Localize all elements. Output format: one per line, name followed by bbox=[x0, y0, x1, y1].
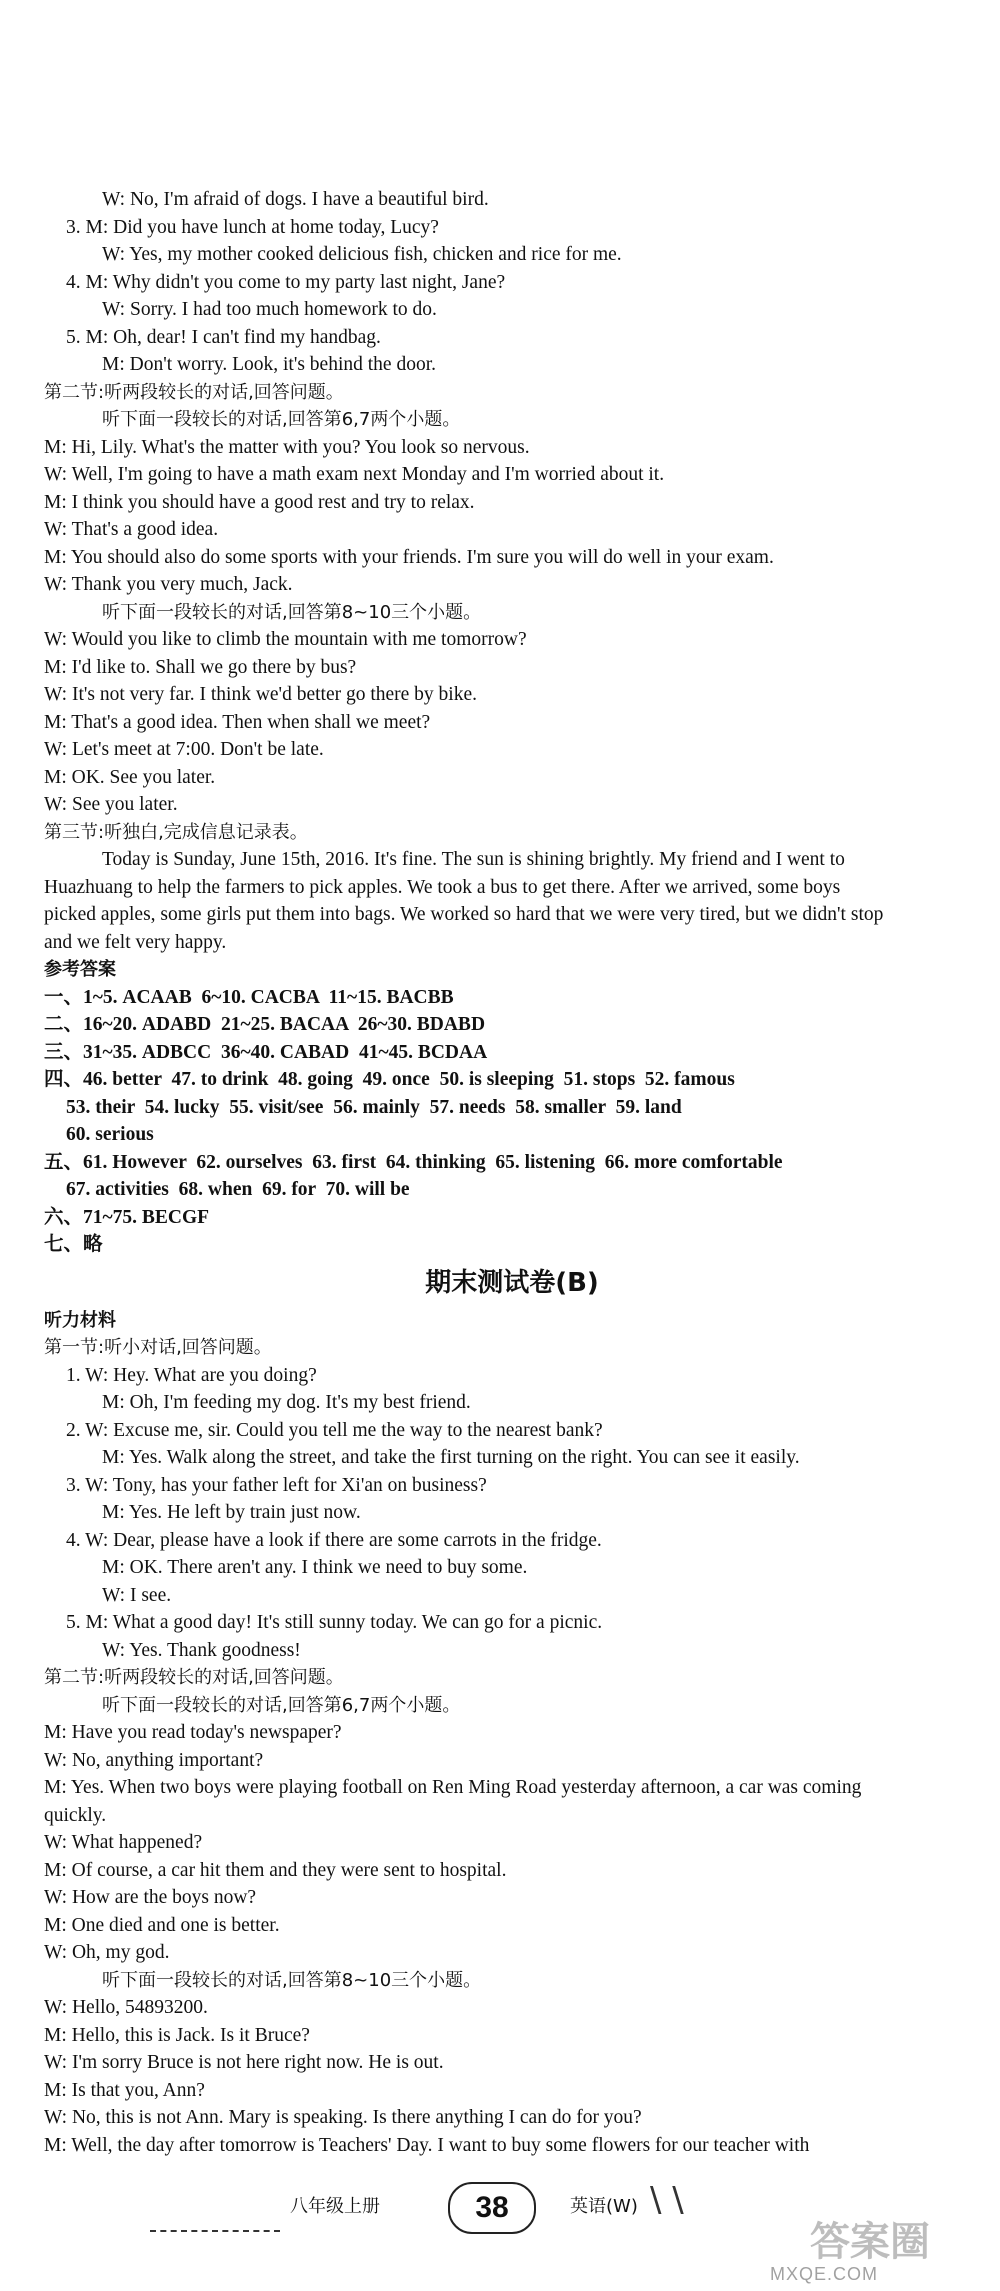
handwritten-mark: \ \ bbox=[650, 2180, 684, 2220]
answer-line: 67. activities 68. when 69. for 70. will be bbox=[66, 1179, 410, 1200]
transcript-b-line: 1. W: Hey. What are you doing? bbox=[66, 1364, 317, 1386]
transcript-b-line: 第一节:听小对话,回答问题。 bbox=[44, 1337, 272, 1358]
transcript-b-line: W: No, this is not Ann. Mary is speaking. Is there anything I can do for you? bbox=[44, 2107, 642, 2128]
monologue-paragraph bbox=[44, 846, 980, 956]
page-content bbox=[44, 186, 980, 2159]
transcript-b-line: 听力材料 bbox=[44, 1309, 116, 1331]
transcript-a-line: 4. M: Why didn't you come to my party last night, Jane? bbox=[66, 271, 506, 293]
watermark-logo bbox=[770, 2210, 990, 2288]
transcript-a-line: W: See you later. bbox=[44, 794, 178, 815]
transcript-a-line: M: I think you should have a good rest and try to relax. bbox=[44, 491, 475, 513]
footer-subject: 英语(W) bbox=[570, 2196, 638, 2217]
transcript-b-line: 听下面一段较长的对话,回答第6,7两个小题。 bbox=[102, 1694, 461, 1716]
transcript-b-line: W: What happened? bbox=[44, 1832, 203, 1853]
footer-divider-left bbox=[150, 2230, 280, 2232]
transcript-b-line: M: Well, the day after tomorrow is Teachers' Day. I want to buy some flowers for our teacher with bbox=[44, 2134, 810, 2156]
transcript-b-line: W: How are the boys now? bbox=[44, 1887, 257, 1908]
page-number-badge: 38 bbox=[448, 2182, 536, 2234]
monologue-line: Today is Sunday, June 15th, 2016. It's fine. The sun is shining brightly. My friend and I went to bbox=[102, 849, 845, 870]
answer-line: 二、16~20. ADABD 21~25. BACAA 26~30. BDABD bbox=[44, 1014, 486, 1035]
transcript-a-line: 听下面一段较长的对话,回答第6,7两个小题。 bbox=[102, 409, 461, 430]
footer-grade: 八年级上册 bbox=[290, 2196, 380, 2217]
monologue-line: and we felt very happy. bbox=[44, 931, 227, 953]
transcript-b-line: W: No, anything important? bbox=[44, 1749, 264, 1771]
answer-line: 60. serious bbox=[66, 1124, 154, 1145]
transcript-a-line: W: Well, I'm going to have a math exam next Monday and I'm worried about it. bbox=[44, 464, 665, 485]
transcript-a-line: M: I'd like to. Shall we go there by bus? bbox=[44, 656, 357, 678]
transcript-a-line: M: That's a good idea. Then when shall we meet? bbox=[44, 711, 431, 733]
page-footer bbox=[150, 2180, 850, 2240]
transcript-b-line: M: Of course, a car hit them and they were sent to hospital. bbox=[44, 1859, 507, 1881]
transcript-b-line: M: Is that you, Ann? bbox=[44, 2079, 205, 2101]
transcript-b-line: M: Yes. When two boys were playing football on Ren Ming Road yesterday afternoon, a car was coming bbox=[44, 1777, 862, 1798]
transcript-a-line: 第三节:听独白,完成信息记录表。 bbox=[44, 821, 308, 843]
monologue-line: picked apples, some girls put them into bags. We worked so hard that we were very tired, but we didn't stop bbox=[44, 904, 884, 925]
answer-line: 七、略 bbox=[44, 1234, 103, 1255]
transcript-a-line: 第二节:听两段较长的对话,回答问题。 bbox=[44, 381, 344, 403]
listening-transcript-b bbox=[44, 1307, 980, 2160]
transcript-b-line: M: One died and one is better. bbox=[44, 1914, 280, 1936]
transcript-a-line: M: Don't worry. Look, it's behind the door. bbox=[102, 354, 436, 375]
transcript-b-line: M: Have you read today's newspaper? bbox=[44, 1722, 342, 1743]
transcript-b-line: 2. W: Excuse me, sir. Could you tell me the way to the nearest bank? bbox=[66, 1419, 603, 1441]
transcript-a-line: 5. M: Oh, dear! I can't find my handbag. bbox=[66, 326, 381, 348]
transcript-b-line: M: Yes. Walk along the street, and take the first turning on the right. You can see it easily. bbox=[102, 1447, 800, 1468]
answers-heading: 参考答案 bbox=[44, 959, 116, 980]
answer-line: 四、46. better 47. to drink 48. going 49. once 50. is sleeping 51. stops 52. famous bbox=[44, 1069, 735, 1090]
transcript-b-line: W: I see. bbox=[102, 1584, 172, 1606]
transcript-a-line: 3. M: Did you have lunch at home today, Lucy? bbox=[66, 216, 439, 238]
transcript-b-line: M: Yes. He left by train just now. bbox=[102, 1502, 361, 1523]
transcript-a-line: W: Let's meet at 7:00. Don't be late. bbox=[44, 739, 324, 760]
transcript-a-line: W: Yes, my mother cooked delicious fish, chicken and rice for me. bbox=[102, 244, 622, 265]
transcript-b-line: W: Yes. Thank goodness! bbox=[102, 1639, 301, 1661]
transcript-b-line: W: Oh, my god. bbox=[44, 1942, 170, 1963]
answer-line: 一、1~5. ACAAB 6~10. CACBA 11~15. BACBB bbox=[44, 986, 454, 1008]
watermark-mark: 答案圈 bbox=[810, 2219, 930, 2265]
monologue-line: Huazhuang to help the farmers to pick apples. We took a bus to get there. After we arrived, some boys bbox=[44, 876, 841, 898]
transcript-b-line: W: I'm sorry Bruce is not here right now. He is out. bbox=[44, 2052, 444, 2073]
transcript-a-line: W: Would you like to climb the mountain with me tomorrow? bbox=[44, 629, 527, 650]
transcript-a-line: W: That's a good idea. bbox=[44, 519, 219, 540]
transcript-a-line: M: Hi, Lily. What's the matter with you? You look so nervous. bbox=[44, 436, 530, 458]
transcript-b-line: M: OK. There aren't any. I think we need to buy some. bbox=[102, 1557, 528, 1578]
answer-key bbox=[44, 984, 980, 1259]
transcript-a-line: M: You should also do some sports with your friends. I'm sure you will do well in your exam. bbox=[44, 546, 774, 568]
answer-line: 五、61. However 62. ourselves 63. first 64. thinking 65. listening 66. more comfortable bbox=[44, 1151, 783, 1173]
watermark-url: MXQE.COM bbox=[770, 2264, 879, 2284]
transcript-b-line: quickly. bbox=[44, 1804, 107, 1826]
transcript-b-line: 5. M: What a good day! It's still sunny today. We can go for a picnic. bbox=[66, 1612, 603, 1633]
transcript-a-line: 听下面一段较长的对话,回答第8~10三个小题。 bbox=[102, 601, 482, 623]
transcript-a-line: W: Thank you very much, Jack. bbox=[44, 574, 293, 595]
answer-line: 六、71~75. BECGF bbox=[44, 1206, 210, 1228]
transcript-b-line: W: Hello, 54893200. bbox=[44, 1997, 208, 2018]
transcript-b-line: 第二节:听两段较长的对话,回答问题。 bbox=[44, 1667, 344, 1688]
listening-transcript-a bbox=[44, 186, 980, 846]
transcript-a-line: W: It's not very far. I think we'd better go there by bike. bbox=[44, 684, 478, 705]
transcript-a-line: W: Sorry. I had too much homework to do. bbox=[102, 299, 437, 320]
transcript-a-line: M: OK. See you later. bbox=[44, 766, 216, 788]
section-title: 期末测试卷(B) bbox=[425, 1267, 599, 1298]
transcript-b-line: 3. W: Tony, has your father left for Xi'an on business? bbox=[66, 1474, 487, 1496]
answer-line: 三、31~35. ADBCC 36~40. CABAD 41~45. BCDAA bbox=[44, 1041, 488, 1063]
transcript-b-line: M: Oh, I'm feeding my dog. It's my best friend. bbox=[102, 1392, 471, 1413]
transcript-b-line: 听下面一段较长的对话,回答第8~10三个小题。 bbox=[102, 1969, 482, 1991]
transcript-a-line: W: No, I'm afraid of dogs. I have a beautiful bird. bbox=[102, 189, 489, 210]
transcript-b-line: 4. W: Dear, please have a look if there are some carrots in the fridge. bbox=[66, 1529, 602, 1551]
answer-line: 53. their 54. lucky 55. visit/see 56. mainly 57. needs 58. smaller 59. land bbox=[66, 1096, 682, 1118]
transcript-b-line: M: Hello, this is Jack. Is it Bruce? bbox=[44, 2024, 310, 2046]
